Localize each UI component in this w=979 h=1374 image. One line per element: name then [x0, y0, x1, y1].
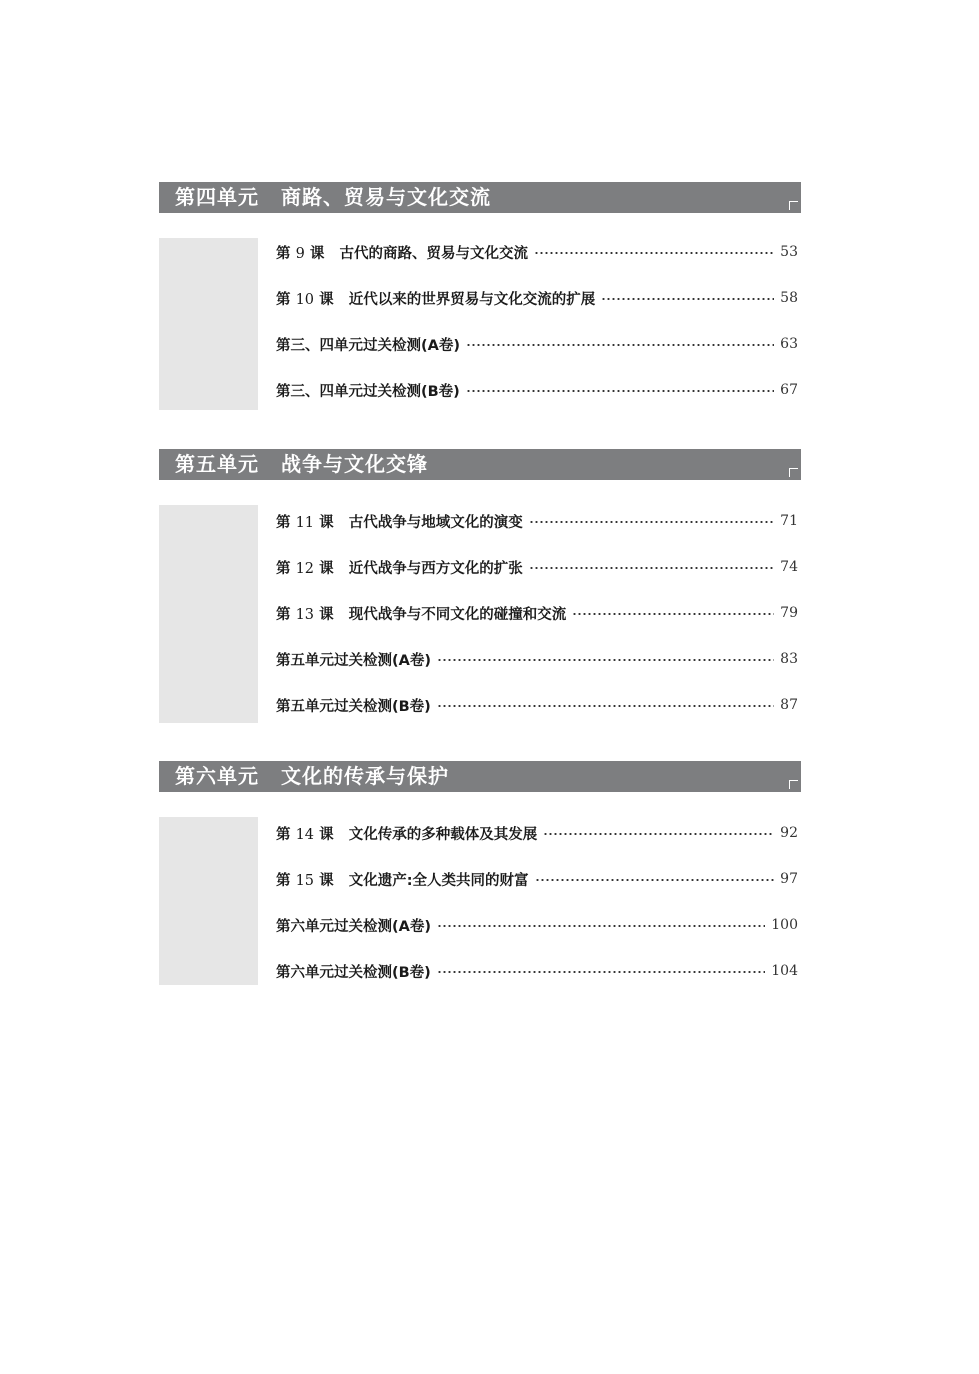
unit-title: 商路、贸易与文化交流 [281, 185, 491, 209]
toc-entry[interactable] [276, 510, 798, 532]
lesson-prefix: 第 [276, 291, 291, 308]
lesson-suffix: 课 [319, 872, 334, 889]
page-number: 71 [780, 513, 798, 529]
lesson-suffix: 课 [319, 606, 334, 623]
page-number: 100 [771, 917, 798, 933]
entry-title: 近代战争与西方文化的扩张 [348, 560, 523, 577]
page-number: 74 [780, 559, 798, 575]
unit-number: 第五单元 [175, 452, 259, 476]
entry-title: 第六单元过关检测(B卷) [276, 964, 431, 981]
lesson-prefix: 第 [276, 560, 291, 577]
lesson-number: 14 [295, 826, 315, 843]
dot-leader [601, 298, 774, 300]
dot-leader [437, 705, 774, 707]
dot-leader [543, 833, 774, 835]
lesson-prefix: 第 [276, 826, 291, 843]
lesson-number: 15 [295, 872, 315, 889]
toc-entry[interactable] [276, 602, 798, 624]
unit-title: 文化的传承与保护 [281, 764, 449, 788]
corner-mark-icon [789, 780, 798, 789]
entry-title: 第三、四单元过关检测(A卷) [276, 337, 460, 354]
unit-banner [159, 761, 801, 792]
lesson-suffix: 课 [319, 826, 334, 843]
toc-entry[interactable] [276, 379, 798, 401]
entry-title: 古代战争与地域文化的演变 [348, 514, 523, 531]
page-number: 58 [780, 290, 798, 306]
unit-title: 战争与文化交锋 [281, 452, 428, 476]
lesson-suffix: 课 [319, 514, 334, 531]
entry-title: 文化遗产:全人类共同的财富 [348, 872, 529, 889]
unit-banner [159, 449, 801, 480]
entry-title: 第五单元过关检测(B卷) [276, 698, 431, 715]
corner-mark-icon [789, 201, 798, 210]
page-number: 79 [780, 605, 798, 621]
page-number: 67 [780, 382, 798, 398]
page-number: 87 [780, 697, 798, 713]
toc-entry[interactable] [276, 556, 798, 578]
unit-banner [159, 182, 801, 213]
dot-leader [572, 613, 774, 615]
dot-leader [466, 344, 774, 346]
page-number: 104 [771, 963, 798, 979]
lesson-suffix: 课 [319, 291, 334, 308]
page-number: 97 [780, 871, 798, 887]
dot-leader [437, 659, 774, 661]
entry-title: 第五单元过关检测(A卷) [276, 652, 431, 669]
toc-entry[interactable] [276, 694, 798, 716]
entry-title: 文化传承的多种载体及其发展 [348, 826, 538, 843]
lesson-prefix: 第 [276, 245, 291, 262]
dot-leader [437, 971, 765, 973]
lesson-number: 11 [295, 514, 315, 531]
page-number: 63 [780, 336, 798, 352]
unit-number: 第六单元 [175, 764, 259, 788]
lesson-prefix: 第 [276, 872, 291, 889]
corner-mark-icon [789, 468, 798, 477]
page-number: 92 [780, 825, 798, 841]
unit-section [159, 449, 801, 715]
unit-section [159, 182, 801, 400]
toc-entry[interactable] [276, 648, 798, 670]
lesson-suffix: 课 [319, 560, 334, 577]
toc-entry[interactable] [276, 822, 798, 844]
lesson-prefix: 第 [276, 514, 291, 531]
entry-title: 第三、四单元过关检测(B卷) [276, 383, 460, 400]
lesson-prefix: 第 [276, 606, 291, 623]
toc-entry[interactable] [276, 914, 798, 936]
page-number: 53 [780, 244, 798, 260]
decorative-box [159, 238, 258, 410]
toc-entry[interactable] [276, 241, 798, 263]
unit-number: 第四单元 [175, 185, 259, 209]
unit-section [159, 761, 801, 981]
dot-leader [529, 567, 774, 569]
toc-entry[interactable] [276, 868, 798, 890]
lesson-number: 13 [295, 606, 315, 623]
lesson-number: 12 [295, 560, 315, 577]
toc-entry[interactable] [276, 333, 798, 355]
decorative-box [159, 505, 258, 723]
lesson-number: 9 [295, 245, 305, 262]
lesson-suffix: 课 [309, 245, 325, 262]
toc-entry[interactable] [276, 287, 798, 309]
entry-title: 古代的商路、贸易与文化交流 [339, 245, 529, 262]
toc-entry[interactable] [276, 960, 798, 982]
dot-leader [437, 925, 765, 927]
dot-leader [529, 521, 774, 523]
dot-leader [535, 879, 775, 881]
entry-title: 近代以来的世界贸易与文化交流的扩展 [348, 291, 596, 308]
dot-leader [534, 252, 774, 254]
page-number: 83 [780, 651, 798, 667]
lesson-number: 10 [295, 291, 315, 308]
decorative-box [159, 817, 258, 985]
dot-leader [466, 390, 774, 392]
entry-title: 第六单元过关检测(A卷) [276, 918, 431, 935]
entry-title: 现代战争与不同文化的碰撞和交流 [348, 606, 567, 623]
